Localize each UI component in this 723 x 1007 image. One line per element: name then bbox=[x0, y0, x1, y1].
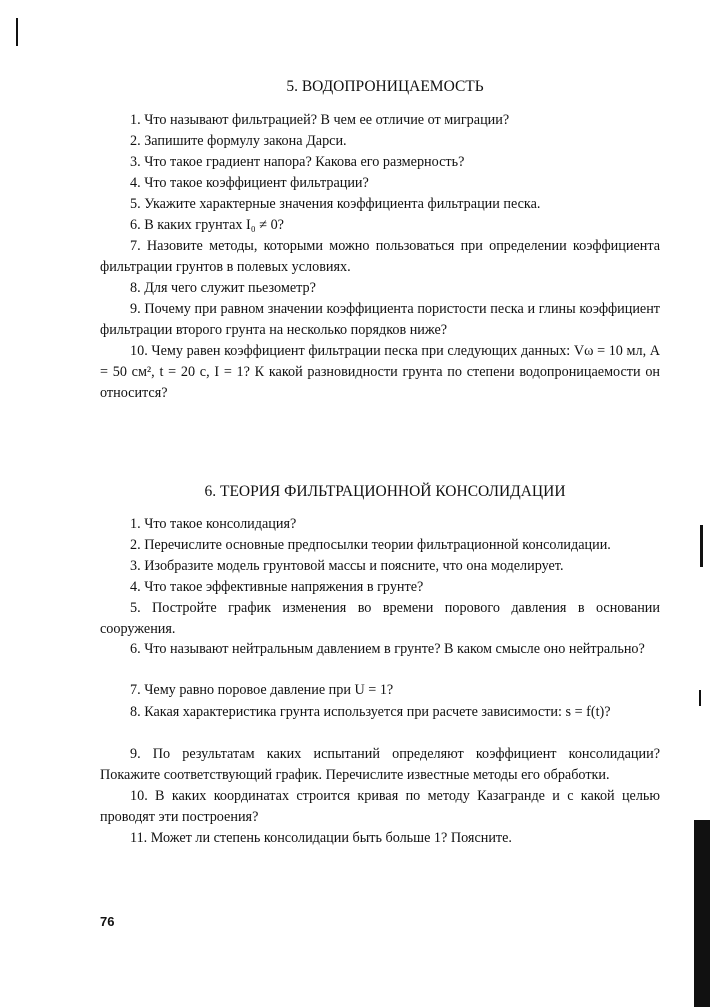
question-6-7: 7. Чему равно поровое давление при U = 1? bbox=[130, 682, 394, 698]
question-6-11: 11. Может ли степень консолидации быть больше 1? Поясните. bbox=[130, 830, 512, 846]
question-5-5: 5. Укажите характерные значения коэффициента фильтрации песка. bbox=[130, 196, 541, 212]
question-6-2: 2. Перечислите основные предпосылки теории фильтрационной консолидации. bbox=[130, 537, 611, 553]
question-6-4: 4. Что такое эффективные напряжения в грунте? bbox=[130, 579, 424, 595]
scan-mark-edge bbox=[694, 820, 710, 1007]
question-5-4: 4. Что такое коэффициент фильтрации? bbox=[130, 175, 369, 191]
question-5-10: 10. Чему равен коэффициент фильтрации песка при следующих данных: Vω = 10 мл, A = 50 см², t = 20 с, I = 1? К какой разновидности грунта по степени водопроницаемости он относится? bbox=[100, 343, 660, 401]
scan-mark-right-2 bbox=[699, 690, 701, 706]
question-6-8: 8. Какая характеристика грунта используется при расчете зависимости: s = f(t)? bbox=[130, 704, 611, 720]
scan-mark-left bbox=[16, 18, 18, 46]
question-6-10: 10. В каких координатах строится кривая по методу Казагранде и с какой целью проводят эти построения? bbox=[100, 788, 660, 825]
question-5-1: 1. Что называют фильтрацией? В чем ее отличие от миграции? bbox=[130, 112, 510, 128]
section-5-title: 5. ВОДОПРОНИЦАЕМОСТЬ bbox=[286, 78, 484, 95]
section-6-title: 6. ТЕОРИЯ ФИЛЬТРАЦИОННОЙ КОНСОЛИДАЦИИ bbox=[204, 483, 566, 500]
question-5-6: 6. В каких грунтах I₀ ≠ 0? bbox=[130, 217, 284, 233]
question-5-2: 2. Запишите формулу закона Дарси. bbox=[130, 133, 347, 149]
question-6-3: 3. Изобразите модель грунтовой массы и поясните, что она моделирует. bbox=[130, 558, 564, 574]
scan-mark-right-1 bbox=[700, 525, 703, 567]
question-5-8: 8. Для чего служит пьезометр? bbox=[130, 280, 316, 296]
question-6-6: 6. Что называют нейтральным давлением в грунте? В каком смысле оно нейтрально? bbox=[130, 641, 645, 657]
question-5-9: 9. Почему при равном значении коэффициента пористости песка и глины коэффициент фильтрации второго грунта на несколько порядков ниже? bbox=[100, 301, 660, 338]
question-6-5: 5. Постройте график изменения во времени порового давления в основании сооружения. bbox=[100, 600, 660, 637]
question-6-1: 1. Что такое консолидация? bbox=[130, 516, 297, 532]
question-5-7: 7. Назовите методы, которыми можно пользоваться при определении коэффициента фильтрации грунтов в полевых условиях. bbox=[100, 238, 660, 275]
question-5-3: 3. Что такое градиент напора? Какова его размерность? bbox=[130, 154, 465, 170]
page-number: 76 bbox=[100, 914, 115, 929]
question-6-9: 9. По результатам каких испытаний определяют коэффициент консолидации? Покажите соответствующий график. Перечислите известные методы его обработки. bbox=[100, 746, 660, 783]
